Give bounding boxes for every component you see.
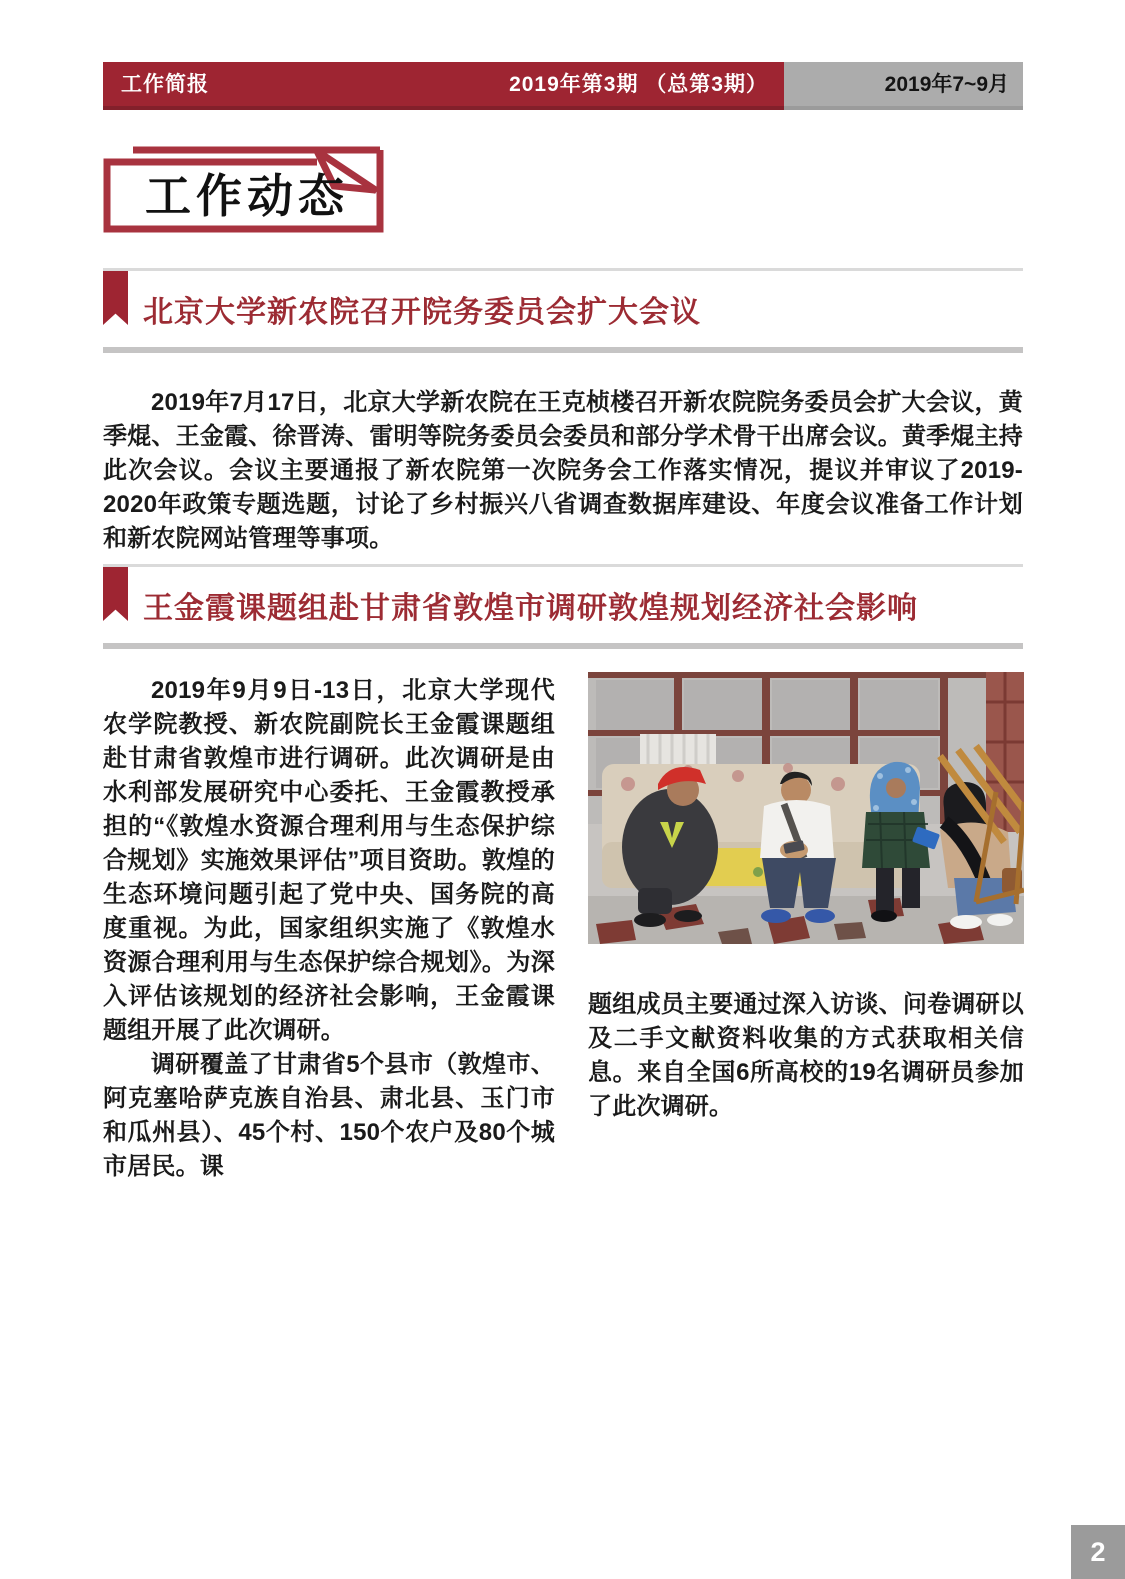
page-number-badge — [1071, 1525, 1125, 1579]
divider-line — [103, 347, 1023, 353]
field-interview-photo — [588, 672, 1024, 944]
header-red-band — [103, 62, 784, 110]
section-2-paragraph-1: 2019年9月9日-13日，北京大学现代农学院教授、新农院副院长王金霞课题组赴甘肃省敦煌市进行调研。此次调研是由水利部发展研究中心委托、王金霞教授承担的“《敦煌水资源合理利用与生态保护综合规划》实施效果评估”项目资助。敦煌的生态环境问题引起了党中央、国务院的高度重视。为此，国家组织实施了《敦煌水资源合理利用与生态保护综合规划》。为深入评估该规划的经济社会影响，王金霞课题组开展了此次调研。 — [103, 677, 555, 1044]
section-2-left-column — [103, 674, 555, 1184]
section-2-heading-block — [103, 564, 1023, 649]
section-2-paragraph-2: 调研覆盖了甘肃省5个县市（敦煌市、阿克塞哈萨克族自治县、肃北县、玉门市和瓜州县）、45个村、150个农户及80个城市居民。课 — [103, 1051, 555, 1180]
banner-title: 工作动态 — [145, 169, 349, 222]
banner-box — [103, 145, 384, 233]
divider-line — [103, 643, 1023, 649]
section-1-heading-block — [103, 268, 1023, 353]
header-gray-band — [784, 62, 1023, 110]
ribbon-bookmark-icon — [103, 567, 128, 621]
photo-illustration — [588, 672, 1024, 944]
section-2-right-column — [588, 672, 1024, 1124]
period-label: 2019年7~9月 — [884, 73, 1009, 96]
section-1-title: 北京大学新农院召开院务委员会扩大会议 — [143, 296, 701, 329]
issue-label: 2019年第3期 （总第3期） — [509, 73, 768, 96]
page-number: 2 — [1090, 1536, 1106, 1567]
section-2-title: 王金霞课题组赴甘肃省敦煌市调研敦煌规划经济社会影响 — [143, 592, 918, 625]
ribbon-bookmark-icon — [103, 271, 128, 325]
section-2-paragraph-3: 题组成员主要通过深入访谈、问卷调研以及二手文献资料收集的方式获取相关信息。来自全国6所高校的19名调研员参加了此次调研。 — [588, 991, 1024, 1120]
bulletin-title: 工作简报 — [121, 73, 209, 96]
section-1-body: 2019年7月17日，北京大学新农院在王克桢楼召开新农院院务委员会扩大会议，黄季焜、王金霞、徐晋涛、雷明等院务委员会委员和部分学术骨干出席会议。黄季焜主持此次会议。会议主要通报了新农院第一次院务会工作落实情况，提议并审议了2019-2020年政策专题选题，讨论了乡村振兴八省调查数据库建设、年度会议准备工作计划和新农院网站管理等事项。 — [103, 389, 1023, 552]
page-header — [103, 62, 1023, 110]
